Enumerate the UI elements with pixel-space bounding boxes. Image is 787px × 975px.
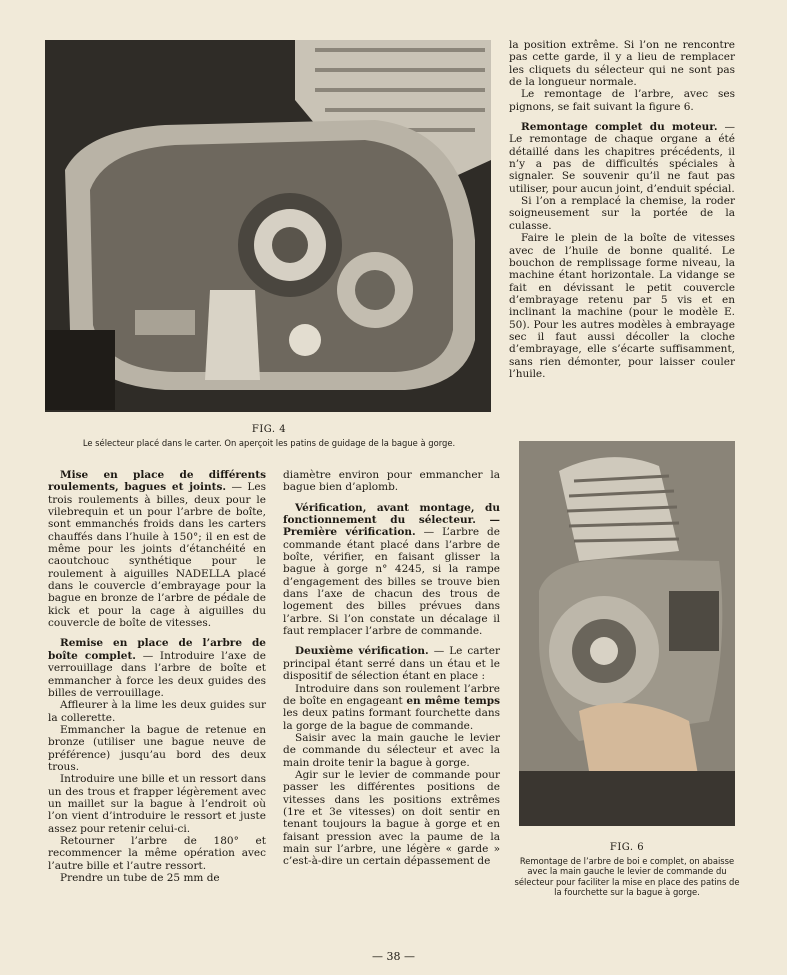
paragraph-text: les deux patins formant fourchette dans la gorge de la bague de commande. [283, 707, 500, 732]
paragraph [283, 683, 500, 732]
section-heading: Remontage complet du moteur. [521, 121, 718, 134]
paragraph: Retourner l’arbre de 180° et recommencer la même opération avec l’autre bille et l’autre ressort. [48, 834, 266, 872]
paragraph [48, 637, 266, 699]
paragraph: Faire le plein de la boîte de vitesses avec de l’huile de bonne qualité. Le bouchon de remplissage forme niveau, la machine étant horizontale. La vidange se fait en dévissant le petit couvercle d’embrayage retenu par 5 vis et en inclinant la machine (pour le modèle E. 50). Pour les autres modèles à embrayage sec il faut aussi décoller la cloche d’embrayage, elle s’écarte suffisamment, sans rien démonter, pour laisser couler l’huile. [509, 232, 735, 380]
figure-4-label: FIG. 4 [251, 424, 287, 435]
figure-6-caption-text: Remontage de l’arbre de boi e complet, on abaisse avec la main gauche le levier de commande du sélecteur pour faciliter la mise en place des patins de la fourchette sur la bague à gorge. [514, 855, 740, 898]
paragraph: Si l’on a remplacé la chemise, la roder soigneusement sur la portée de la culasse. [509, 195, 735, 232]
paragraph: Emmancher la bague de retenue en bronze (utiliser une bague neuve de préférence) jusqu’au bord des deux trous. [48, 723, 266, 773]
paragraph: Saisir avec la main gauche le levier de commande du sélecteur et avec la main droite tenir la bague à gorge. [283, 731, 500, 769]
figure-6-caption [512, 843, 742, 898]
paragraph: Prendre un tube de 25 mm de [60, 872, 220, 884]
section-heading: Mise en place de différents roulements, bagues et joints. [48, 469, 266, 494]
paragraph: Le remontage de l’arbre, avec ses pignons, se fait suivant la figure 6. [509, 88, 735, 113]
paragraph [48, 469, 266, 629]
paragraph-text: — Introduire l’axe de verrouillage dans l’arbre de boîte et emmancher à force les deux guides des billes de verrouillage. [48, 649, 266, 699]
text-column-2 [283, 469, 500, 868]
paragraph-text: — Le remontage de chaque organe a été détaillé dans les chapitres précédents, il n’y a pas de difficultés spéciales à signaler. Se souvenir qu’il ne faut pas utiliser, pour aucun joint, d’enduit spécial. [509, 121, 735, 195]
section-heading: Deuxième vérification. [295, 645, 429, 658]
paragraph: Agir sur le levier de commande pour passer les différentes positions de vitesses dans les positions extrêmes (1re et 3e vitesses) on doit sentir en tenant toujours la bague à gorge et en faisant pression avec la paume de la main sur l’arbre, une légère « garde » c’est-à-dire un certain dépassement de [283, 768, 500, 868]
figure-4-caption [40, 425, 498, 448]
section-heading: Vérification, avant montage, du fonctionnement du sélecteur. — Première vérification. [283, 501, 500, 539]
paragraph [283, 645, 500, 682]
paragraph-text: Introduire dans son roulement l’arbre de boîte en engageant [283, 682, 500, 707]
paragraph: diamètre environ pour emmancher la bague bien d’aplomb. [283, 469, 500, 494]
section-heading: Remise en place de l’arbre de boîte complet. [48, 637, 266, 662]
figure-4-caption-text: Le sélecteur placé dans le carter. On aperçoit les patins de guidage de la bague à gorge. [82, 437, 456, 448]
engine-crankcase-photo [45, 40, 491, 412]
paragraph [509, 121, 735, 195]
figure-6-label: FIG. 6 [609, 842, 645, 853]
paragraph-text: — Les trois roulements à billes, deux pour le vilebrequin et un pour l’arbre de boîte, sont emmanchés froids dans les carters chauffés dans l’huile à 150°; il en est de même pour les joints d’étanchéité en caoutchouc synthétique pour le roulement à aiguilles NADELLA placé dans le couvercle d’embrayage pour la bague en bronze de l’arbre de pédale de kick et pour la cage à aiguilles du couvercle de boîte de vitesses. [48, 481, 266, 630]
paragraph: Affleurer à la lime les deux guides sur la collerette. [48, 699, 266, 724]
paragraph: la position extrême. Si l’on ne rencontre pas cette garde, il y a lieu de remplacer les cliquets du sélecteur qui ne sont pas de la longueur normale. [509, 39, 735, 89]
paragraph-text: — L’arbre de commande étant placé dans l’arbre de boîte, vérifier, en faisant glisser la bague à gorge n° 4245, si la rampe d’engagement des billes se trouve bien dans l’axe de chacun des trous de logement des billes prévues dans l’arbre. Si l’on constate un décalage il faut remplacer l’arbre de commande. [283, 526, 500, 638]
paragraph: Introduire une bille et un ressort dans un des trous et frapper légèrement avec un maillet sur la bague à l’endroit où l’on vient d’introduire le ressort et juste assez pour retenir celui-ci. [48, 773, 266, 835]
paragraph [283, 502, 500, 638]
paragraph-text: — Le carter principal étant serré dans un étau et le dispositif de sélection étant en place : [283, 645, 500, 683]
page-number: — 38 — [372, 950, 415, 963]
engine-assembly-photo [519, 441, 735, 826]
emphasis-text: en même temps [406, 694, 500, 707]
text-column-1 [48, 469, 266, 884]
text-column-3 [509, 39, 735, 380]
